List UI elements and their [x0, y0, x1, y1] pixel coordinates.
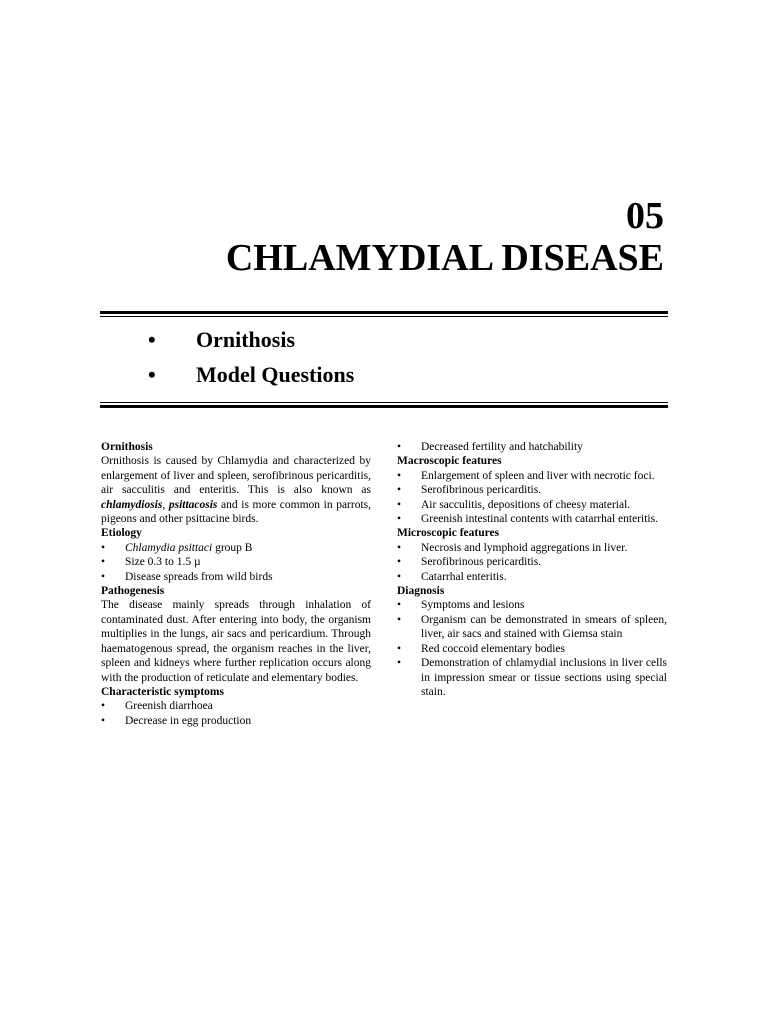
bullet-icon: •: [101, 556, 106, 569]
list-item: [101, 541, 371, 555]
chapter-number: 05: [626, 195, 664, 237]
list-item-text: Serofibrinous pericarditis.: [421, 556, 542, 569]
organism-group: group B: [212, 541, 253, 554]
list-item: [397, 469, 667, 483]
symptoms-list: [101, 699, 371, 728]
list-item: [101, 555, 371, 569]
bullet-icon: •: [397, 441, 402, 453]
list-item-text: Air sacculitis, depositions of cheesy material.: [421, 498, 631, 511]
chapter-title: CHLAMYDIAL DISEASE: [225, 237, 664, 279]
list-item-text: Decrease in egg production: [125, 714, 252, 727]
list-item-text: Red coccoid elementary bodies: [421, 642, 566, 655]
intro-text-end: and is more common in parrots, pigeons and other psittacine birds.: [101, 498, 372, 526]
topic-item: [148, 322, 354, 357]
list-item: [397, 570, 667, 584]
bullet-icon: •: [397, 484, 402, 497]
symptoms-list-continued: [397, 440, 667, 454]
topic-label: Ornithosis: [196, 327, 296, 352]
bullet-icon: •: [148, 327, 156, 352]
section-heading-macroscopic: Macroscopic features: [397, 455, 502, 468]
section-heading-ornithosis: Ornithosis: [101, 441, 153, 453]
list-item: [397, 642, 667, 656]
list-item-text: Enlargement of spleen and liver with necrotic foci.: [421, 469, 655, 482]
organism-name: Chlamydia psittaci: [125, 541, 213, 554]
bullet-icon: •: [101, 714, 106, 727]
intro-text: Ornithosis is caused by Chlamydia and characterized by enlargement of liver and spleen, serofibrinous pericarditis, air sacculitis and enteritis. This is also known as: [101, 455, 371, 497]
bullet-icon: •: [397, 642, 402, 655]
bottom-divider: [100, 402, 668, 408]
topic-item: [148, 357, 354, 392]
term-chlamydiosis: chlamydiosis: [101, 498, 163, 511]
list-item: [101, 570, 371, 584]
list-item-text: Size 0.3 to 1.5 µ: [125, 556, 201, 569]
list-item: [101, 714, 371, 728]
section-heading-diagnosis: Diagnosis: [397, 585, 445, 598]
intro-comma: ,: [162, 498, 169, 511]
section-heading-pathogenesis: Pathogenesis: [101, 585, 165, 598]
intro-paragraph: [101, 454, 371, 526]
section-heading-etiology: Etiology: [101, 527, 142, 540]
list-item: [397, 555, 667, 569]
bullet-icon: •: [148, 362, 156, 387]
bullet-icon: •: [397, 513, 402, 526]
list-item: [397, 598, 667, 612]
list-item-text: Greenish diarrhoea: [125, 700, 213, 713]
bullet-icon: •: [397, 469, 402, 482]
bullet-icon: •: [397, 613, 402, 626]
list-item: [397, 498, 667, 512]
list-item: [397, 440, 667, 454]
bullet-icon: •: [397, 599, 402, 612]
list-item-text: Disease spreads from wild birds: [125, 570, 273, 583]
bullet-icon: •: [397, 541, 402, 554]
list-item-text: Serofibrinous pericarditis.: [421, 484, 542, 497]
list-item-text: Decreased fertility and hatchability: [421, 441, 583, 453]
list-item-text: Symptoms and lesions: [421, 599, 525, 612]
bullet-icon: •: [101, 541, 106, 554]
bullet-icon: •: [101, 570, 106, 583]
bullet-icon: •: [101, 700, 106, 713]
section-heading-microscopic: Microscopic features: [397, 527, 500, 540]
list-item: [397, 541, 667, 555]
list-item: [397, 656, 667, 699]
list-item: [397, 613, 667, 642]
list-item-text: Demonstration of chlamydial inclusions in liver cells in impression smear or tissue sections using special stain.: [421, 657, 667, 698]
etiology-list: [101, 541, 371, 584]
top-divider: [100, 311, 668, 317]
list-item: [101, 699, 371, 713]
term-psittacosis: psittacosis: [168, 498, 218, 511]
topic-label: Model Questions: [196, 362, 355, 387]
list-item-text: Organism can be demonstrated in smears of spleen, liver, air sacs and stained with Giemsa stain: [421, 613, 667, 641]
diagnosis-list: [397, 598, 667, 699]
bullet-icon: •: [397, 570, 402, 583]
list-item-text: Catarrhal enteritis.: [421, 570, 507, 583]
left-column: [101, 440, 371, 728]
bullet-icon: •: [397, 657, 402, 670]
list-item-text: Greenish intestinal contents with catarrhal enteritis.: [421, 513, 658, 526]
pathogenesis-paragraph: The disease mainly spreads through inhalation of contaminated dust. After entering into body, the organism multiplies in the lungs, air sacs and pericardium. Through haematogenous spread, the organism reaches in the liver, spleen and kidneys where further replication occurs along with the production of reticulate and elementary bodies.: [101, 599, 371, 684]
bullet-icon: •: [397, 498, 402, 511]
list-item: [397, 512, 667, 526]
list-item: [397, 483, 667, 497]
microscopic-list: [397, 541, 667, 584]
section-heading-symptoms: Characteristic symptoms: [101, 685, 224, 698]
list-item-text: Necrosis and lymphoid aggregations in liver.: [421, 541, 628, 554]
chapter-topics: [148, 322, 354, 392]
bullet-icon: •: [397, 556, 402, 569]
right-column: [397, 440, 667, 699]
macroscopic-list: [397, 469, 667, 527]
